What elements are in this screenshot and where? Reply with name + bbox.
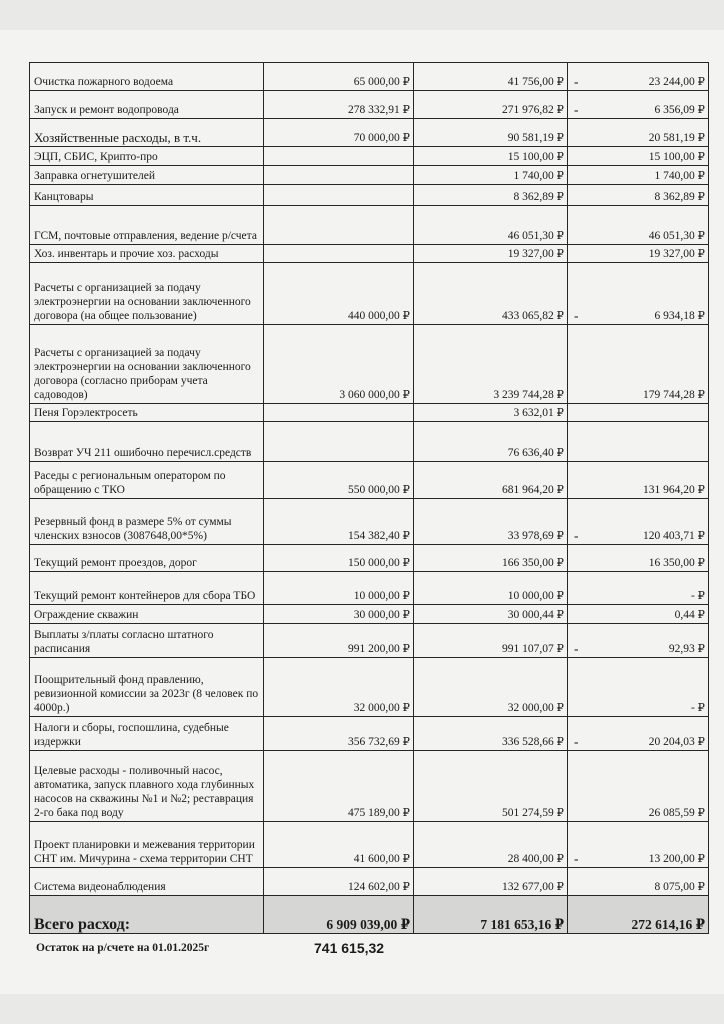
row-name <box>30 822 264 868</box>
table-row <box>30 206 709 245</box>
row-diff <box>568 572 709 605</box>
row-diff <box>568 185 709 206</box>
row-diff <box>568 822 709 868</box>
balance-value: 741 615,32 <box>314 940 385 956</box>
table-row <box>30 119 709 147</box>
row-diff <box>568 717 709 751</box>
row-fact <box>414 325 568 404</box>
row-fact-text: 10 000,00 ₽ <box>507 590 564 602</box>
row-diff-text: 8 075,00 ₽ <box>654 881 705 893</box>
row-fact <box>414 166 568 185</box>
row-name <box>30 185 264 206</box>
table-row <box>30 624 709 658</box>
row-diff-text: 6 934,18 ₽ <box>654 310 705 322</box>
row-name-text: Ограждение скважин <box>34 609 139 621</box>
document-page <box>0 30 724 994</box>
row-plan <box>264 751 414 822</box>
row-diff <box>568 545 709 572</box>
row-name-text: Проект планировки и межевания территории СНТ им. Мичурина - схема территории СНТ <box>34 839 255 865</box>
row-diff <box>568 751 709 822</box>
row-name-text: Хозяйственные расходы, в т.ч. <box>34 130 202 145</box>
row-name-text: Система видеонаблюдения <box>34 881 166 893</box>
table-row <box>30 658 709 717</box>
row-diff-text: 16 350,00 ₽ <box>648 557 705 569</box>
row-plan <box>264 624 414 658</box>
row-fact <box>414 422 568 462</box>
row-diff-text: 46 051,30 ₽ <box>648 230 705 242</box>
row-name <box>30 751 264 822</box>
row-diff <box>568 91 709 119</box>
row-diff-text: 13 200,00 ₽ <box>648 853 705 865</box>
row-fact <box>414 751 568 822</box>
row-plan <box>264 147 414 166</box>
row-name-text: Выплаты з/платы согласно штатного расписания <box>34 629 214 655</box>
row-fact-text: 90 581,19 ₽ <box>507 132 564 144</box>
row-fact <box>414 263 568 325</box>
row-fact-text: 19 327,00 ₽ <box>507 248 564 260</box>
row-fact <box>414 404 568 422</box>
table-row <box>30 545 709 572</box>
expense-table <box>29 62 709 934</box>
row-plan-text: 154 382,40 ₽ <box>348 530 410 542</box>
row-plan <box>264 185 414 206</box>
row-plan <box>264 206 414 245</box>
minus-sign: - <box>574 102 579 117</box>
row-name <box>30 91 264 119</box>
row-name <box>30 422 264 462</box>
minus-sign: - <box>574 308 579 323</box>
row-fact-text: 32 000,00 ₽ <box>507 702 564 714</box>
row-diff <box>568 63 709 91</box>
row-diff-text: 1 740,00 ₽ <box>654 170 705 182</box>
row-name-text: Расчеты с организацией за подачу электроэнергии на основании заключенного договора (согласно приборам учета садоводов) <box>34 347 251 401</box>
row-plan-text: 278 332,91 ₽ <box>348 104 410 116</box>
row-diff-text: 26 085,59 ₽ <box>648 807 705 819</box>
row-name-text: Целевые расходы - поливочный насос, автоматика, запуск плавного хода глубинных насосов на скважины №1 и №2; реставрация 2-го бака под воду <box>34 765 255 819</box>
row-fact-text: 132 677,00 ₽ <box>502 881 564 893</box>
row-fact-text: 46 051,30 ₽ <box>507 230 564 242</box>
row-name-text: Налоги и сборы, госпошлина, судебные издержки <box>34 722 229 748</box>
row-name <box>30 245 264 263</box>
row-diff-text: 0,44 ₽ <box>674 609 705 621</box>
row-plan-text: 65 000,00 ₽ <box>353 76 410 88</box>
row-fact <box>414 185 568 206</box>
table-row <box>30 147 709 166</box>
row-fact <box>414 822 568 868</box>
row-diff <box>568 624 709 658</box>
row-plan <box>264 263 414 325</box>
row-name-text: Возврат УЧ 211 ошибочно перечисл.средств <box>34 447 252 459</box>
row-name <box>30 624 264 658</box>
row-diff <box>568 462 709 499</box>
row-fact-text: 501 274,59 ₽ <box>502 807 564 819</box>
row-plan <box>264 119 414 147</box>
row-plan-text: 356 732,69 ₽ <box>348 736 410 748</box>
row-fact <box>414 147 568 166</box>
row-fact-text: 15 100,00 ₽ <box>507 151 564 163</box>
row-diff-text: - ₽ <box>690 590 705 602</box>
row-diff <box>568 605 709 624</box>
table-row <box>30 605 709 624</box>
row-fact <box>414 206 568 245</box>
row-fact-text: 41 756,00 ₽ <box>507 76 564 88</box>
row-fact <box>414 462 568 499</box>
minus-sign: - <box>574 74 579 89</box>
row-plan-text: 70 000,00 ₽ <box>353 132 410 144</box>
row-diff <box>568 325 709 404</box>
row-plan-text: 550 000,00 ₽ <box>348 484 410 496</box>
row-fact-text: 1 740,00 ₽ <box>513 170 564 182</box>
row-plan <box>264 91 414 119</box>
row-name <box>30 545 264 572</box>
row-fact <box>414 717 568 751</box>
row-diff-text: 179 744,28 ₽ <box>643 389 705 401</box>
row-fact <box>414 91 568 119</box>
row-plan-text: 32 000,00 ₽ <box>353 702 410 714</box>
row-fact-text: 30 000,44 ₽ <box>507 609 564 621</box>
row-diff-text: 20 581,19 ₽ <box>648 132 705 144</box>
minus-sign: - <box>574 734 579 749</box>
row-fact <box>414 245 568 263</box>
row-fact <box>414 624 568 658</box>
table-row <box>30 245 709 263</box>
row-fact-text: 76 636,40 ₽ <box>507 447 564 459</box>
table-row <box>30 822 709 868</box>
row-plan-text: 41 600,00 ₽ <box>353 853 410 865</box>
row-plan-text: 440 000,00 ₽ <box>348 310 410 322</box>
row-diff-text: 23 244,00 ₽ <box>648 76 705 88</box>
row-fact-text: 681 964,20 ₽ <box>502 484 564 496</box>
table-row <box>30 325 709 404</box>
total-label: Всего расход: <box>30 896 264 934</box>
row-name <box>30 147 264 166</box>
table-row <box>30 751 709 822</box>
table-row <box>30 868 709 896</box>
row-fact <box>414 572 568 605</box>
row-plan <box>264 605 414 624</box>
row-name-text: Поощрительный фонд правлению, ревизионной комиссии за 2023г (8 человек по 4000р.) <box>34 674 259 714</box>
balance-label: Остаток на р/счете на 01.01.2025г <box>36 942 210 954</box>
row-diff <box>568 245 709 263</box>
row-diff-text: - ₽ <box>690 702 705 714</box>
expense-table-body <box>30 63 709 896</box>
row-plan-text: 475 189,00 ₽ <box>348 807 410 819</box>
row-plan <box>264 545 414 572</box>
total-fact: 7 181 653,16 ₽ <box>414 896 568 934</box>
row-plan-text: 124 602,00 ₽ <box>348 881 410 893</box>
row-name <box>30 462 264 499</box>
row-name <box>30 166 264 185</box>
minus-sign: - <box>574 851 579 866</box>
row-plan-text: 10 000,00 ₽ <box>353 590 410 602</box>
row-name-text: Заправка огнетушителей <box>34 170 156 182</box>
row-plan <box>264 658 414 717</box>
row-diff-text: 120 403,71 ₽ <box>643 530 705 542</box>
row-name <box>30 404 264 422</box>
row-name-text: Раседы с региональным оператором по обращению с ТКО <box>34 470 226 496</box>
table-row <box>30 499 709 545</box>
row-name <box>30 658 264 717</box>
table-row <box>30 185 709 206</box>
row-name-text: Расчеты с организацией за подачу электроэнергии на основании заключенного договора (на общее пользование) <box>34 282 251 322</box>
row-diff <box>568 166 709 185</box>
row-diff-text: 20 204,03 ₽ <box>648 736 705 748</box>
row-name <box>30 868 264 896</box>
row-fact-text: 8 362,89 ₽ <box>513 191 564 203</box>
table-row <box>30 422 709 462</box>
table-row <box>30 91 709 119</box>
row-fact-text: 991 107,07 ₽ <box>502 643 564 655</box>
row-plan <box>264 572 414 605</box>
row-name-text: Очистка пожарного водоема <box>34 76 174 88</box>
row-diff <box>568 206 709 245</box>
row-plan-text: 3 060 000,00 ₽ <box>339 389 410 401</box>
row-plan <box>264 404 414 422</box>
row-fact-text: 28 400,00 ₽ <box>507 853 564 865</box>
total-plan: 6 909 039,00 ₽ <box>264 896 414 934</box>
row-fact <box>414 658 568 717</box>
table-row <box>30 404 709 422</box>
row-diff <box>568 147 709 166</box>
row-name-text: Запуск и ремонт водопровода <box>34 104 179 116</box>
row-name-text: Резервный фонд в размере 5% от суммы членских взносов (3087648,00*5%) <box>34 516 232 542</box>
row-diff-text: 8 362,89 ₽ <box>654 191 705 203</box>
row-fact-text: 3 239 744,28 ₽ <box>493 389 564 401</box>
row-plan-text: 30 000,00 ₽ <box>353 609 410 621</box>
row-name <box>30 499 264 545</box>
row-diff-text: 92,93 ₽ <box>668 643 705 655</box>
row-diff <box>568 263 709 325</box>
row-name-text: Текущий ремонт контейнеров для сбора ТБО <box>34 590 256 602</box>
table-row <box>30 166 709 185</box>
row-plan <box>264 325 414 404</box>
row-diff-text: 19 327,00 ₽ <box>648 248 705 260</box>
row-name <box>30 63 264 91</box>
row-name <box>30 119 264 147</box>
row-fact-text: 336 528,66 ₽ <box>502 736 564 748</box>
row-name <box>30 717 264 751</box>
table-row <box>30 263 709 325</box>
row-fact <box>414 605 568 624</box>
row-name-text: Канцтовары <box>34 191 94 203</box>
row-diff <box>568 119 709 147</box>
row-plan <box>264 166 414 185</box>
row-fact <box>414 868 568 896</box>
row-name-text: Пеня Горэлектросеть <box>34 407 138 419</box>
row-fact-text: 271 976,82 ₽ <box>502 104 564 116</box>
minus-sign: - <box>574 528 579 543</box>
row-plan <box>264 717 414 751</box>
row-plan <box>264 63 414 91</box>
row-fact-text: 3 632,01 ₽ <box>513 407 564 419</box>
row-fact <box>414 119 568 147</box>
row-name-text: Текущий ремонт проездов, дорог <box>34 557 197 569</box>
row-name <box>30 263 264 325</box>
row-plan <box>264 822 414 868</box>
minus-sign: - <box>574 641 579 656</box>
row-fact <box>414 545 568 572</box>
row-name <box>30 605 264 624</box>
row-diff-text: 131 964,20 ₽ <box>643 484 705 496</box>
row-name-text: ЭЦП, СБИС, Крипто-про <box>34 151 158 163</box>
row-fact <box>414 499 568 545</box>
row-fact-text: 433 065,82 ₽ <box>502 310 564 322</box>
row-diff-text: 6 356,09 ₽ <box>654 104 705 116</box>
row-diff-text: 15 100,00 ₽ <box>648 151 705 163</box>
row-diff <box>568 658 709 717</box>
row-plan-text: 991 200,00 ₽ <box>348 643 410 655</box>
table-row <box>30 462 709 499</box>
row-name-text: ГСМ, почтовые отправления, ведение р/счета <box>34 230 257 242</box>
row-diff <box>568 499 709 545</box>
row-name <box>30 325 264 404</box>
row-plan <box>264 868 414 896</box>
row-plan <box>264 245 414 263</box>
row-plan <box>264 422 414 462</box>
row-plan <box>264 499 414 545</box>
row-diff <box>568 868 709 896</box>
table-row <box>30 572 709 605</box>
row-fact-text: 33 978,69 ₽ <box>507 530 564 542</box>
row-plan <box>264 462 414 499</box>
row-fact <box>414 63 568 91</box>
row-diff <box>568 404 709 422</box>
row-plan-text: 150 000,00 ₽ <box>348 557 410 569</box>
row-diff <box>568 422 709 462</box>
total-diff: 272 614,16 ₽ <box>568 896 709 934</box>
row-name <box>30 572 264 605</box>
row-name <box>30 206 264 245</box>
row-fact-text: 166 350,00 ₽ <box>502 557 564 569</box>
row-name-text: Хоз. инвентарь и прочие хоз. расходы <box>34 248 219 260</box>
table-row <box>30 717 709 751</box>
table-row <box>30 63 709 91</box>
total-row <box>30 896 709 934</box>
